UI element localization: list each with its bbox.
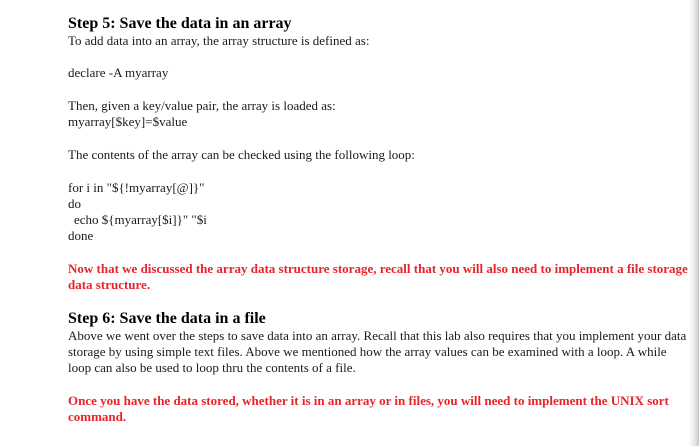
loop-do-line: do	[68, 196, 81, 211]
assign-statement: myarray[$key]=$value	[68, 114, 188, 129]
step5-intro: To add data into an array, the array structure is defined as:	[68, 33, 370, 48]
step6-body: Above we went over the steps to save data into an array. Recall that this lab also requires that you implement your data storage by using simple text files. Above we mentioned how the array values can be examined with a loop. A while loop can also be used to loop thru the contents of a file.	[68, 328, 687, 375]
then-text: Then, given a key/value pair, the array is loaded as:	[68, 98, 336, 113]
step6-note: Once you have the data stored, whether it is in an array or in files, you will need to implement the UNIX sort command.	[68, 393, 669, 424]
page-edge-shadow	[689, 0, 699, 446]
loop-done-line: done	[68, 228, 94, 243]
step5-heading: Step 5: Save the data in an array	[68, 15, 292, 32]
contents-text: The contents of the array can be checked using the following loop:	[68, 147, 415, 162]
loop-echo-line: echo ${myarray[$i]}" "$i	[74, 212, 207, 227]
step5-note: Now that we discussed the array data structure storage, recall that you will also need to implement a file storage data structure.	[68, 261, 688, 292]
declare-statement: declare -A myarray	[68, 65, 169, 80]
loop-for-line: for i in "${!myarray[@]}"	[68, 180, 205, 195]
step6-heading: Step 6: Save the data in a file	[68, 310, 266, 327]
document-content	[68, 14, 690, 425]
